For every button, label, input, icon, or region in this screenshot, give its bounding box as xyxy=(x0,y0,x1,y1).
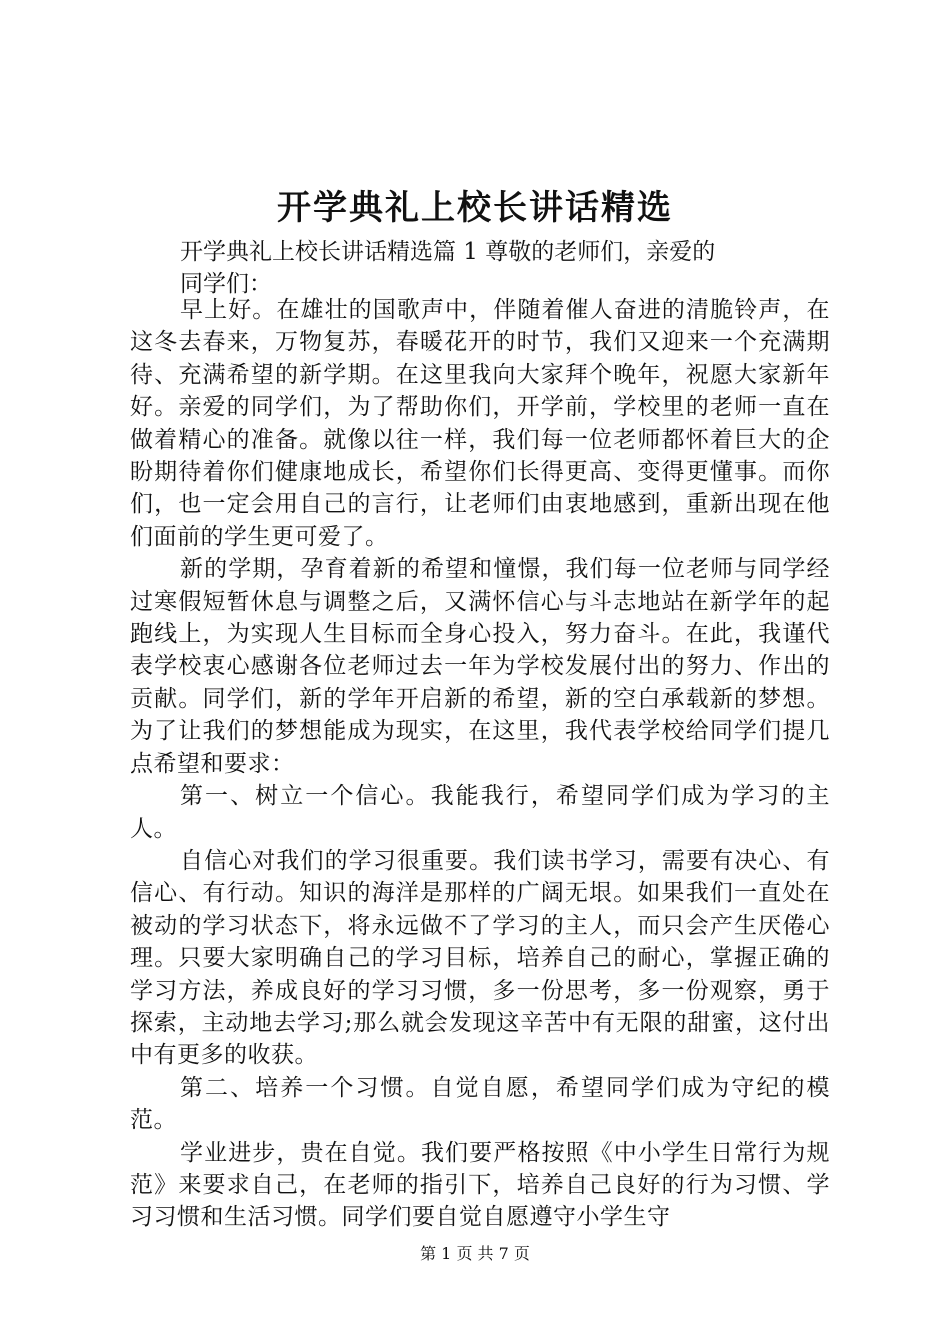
paragraph: 新的学期，孕育着新的希望和憧憬，我们每一位老师与同学经过寒假短暂休息与调整之后，又满怀信心与斗志地站在新学年的起跑线上，为实现人生目标而全身心投入，努力奋斗。在此，我谨代表学校衷心感谢各位老师过去一年为学校发展付出的努力、作出的贡献。同学们，新的学年开启新的希望，新的空白承载新的梦想。为了让我们的梦想能成为现实，在这里，我代表学校给同学们提几点希望和要求： xyxy=(130,556,830,777)
intro-line: 开学典礼上校长讲话精选篇 1 尊敬的老师们，亲爱的 xyxy=(180,239,716,265)
document-title: 开学典礼上校长讲话精选 xyxy=(277,188,673,228)
paragraph: 学业进步，贵在自觉。我们要严格按照《中小学生日常行为规范》来要求自己，在老师的指引下，培养自己良好的行为习惯、学习习惯和生活习惯。同学们要自觉自愿遵守小学生守 xyxy=(130,1139,830,1231)
paragraph: 第一、树立一个信心。我能我行，希望同学们成为学习的主人。 xyxy=(130,783,830,842)
intro-block xyxy=(180,236,780,300)
paragraph: 早上好。在雄壮的国歌声中，伴随着催人奋进的清脆铃声，在这冬去春来，万物复苏，春暖花开的时节，我们又迎来一个充满期待、充满希望的新学期。在这里我向大家拜个晚年，祝愿大家新年好。亲爱的同学们，为了帮助你们，开学前，学校里的老师一直在做着精心的准备。就像以往一样，我们每一位老师都怀着巨大的企盼期待着你们健康地成长，希望你们长得更高、变得更懂事。而你们，也一定会用自己的言行，让老师们由衷地感到，重新出现在他们面前的学生更可爱了。 xyxy=(130,297,830,550)
intro-line: 同学们： xyxy=(180,271,272,297)
paragraph: 第二、培养一个习惯。自觉自愿，希望同学们成为守纪的模范。 xyxy=(130,1074,830,1134)
page-number-footer: 第 1 页 共 7 页 xyxy=(420,1244,530,1263)
paragraph: 自信心对我们的学习很重要。我们读书学习，需要有决心、有信心、有行动。知识的海洋是那样的广阔无垠。如果我们一直处在被动的学习状态下，将永远做不了学习的主人，而只会产生厌倦心理。只要大家明确自己的学习目标，培养自己的耐心，掌握正确的学习方法，养成良好的学习习惯，多一份思考，多一份观察，勇于探索，主动地去学习;那么就会发现这辛苦中有无限的甜蜜，这付出中有更多的收获。 xyxy=(130,847,830,1069)
document-body xyxy=(130,294,830,1234)
